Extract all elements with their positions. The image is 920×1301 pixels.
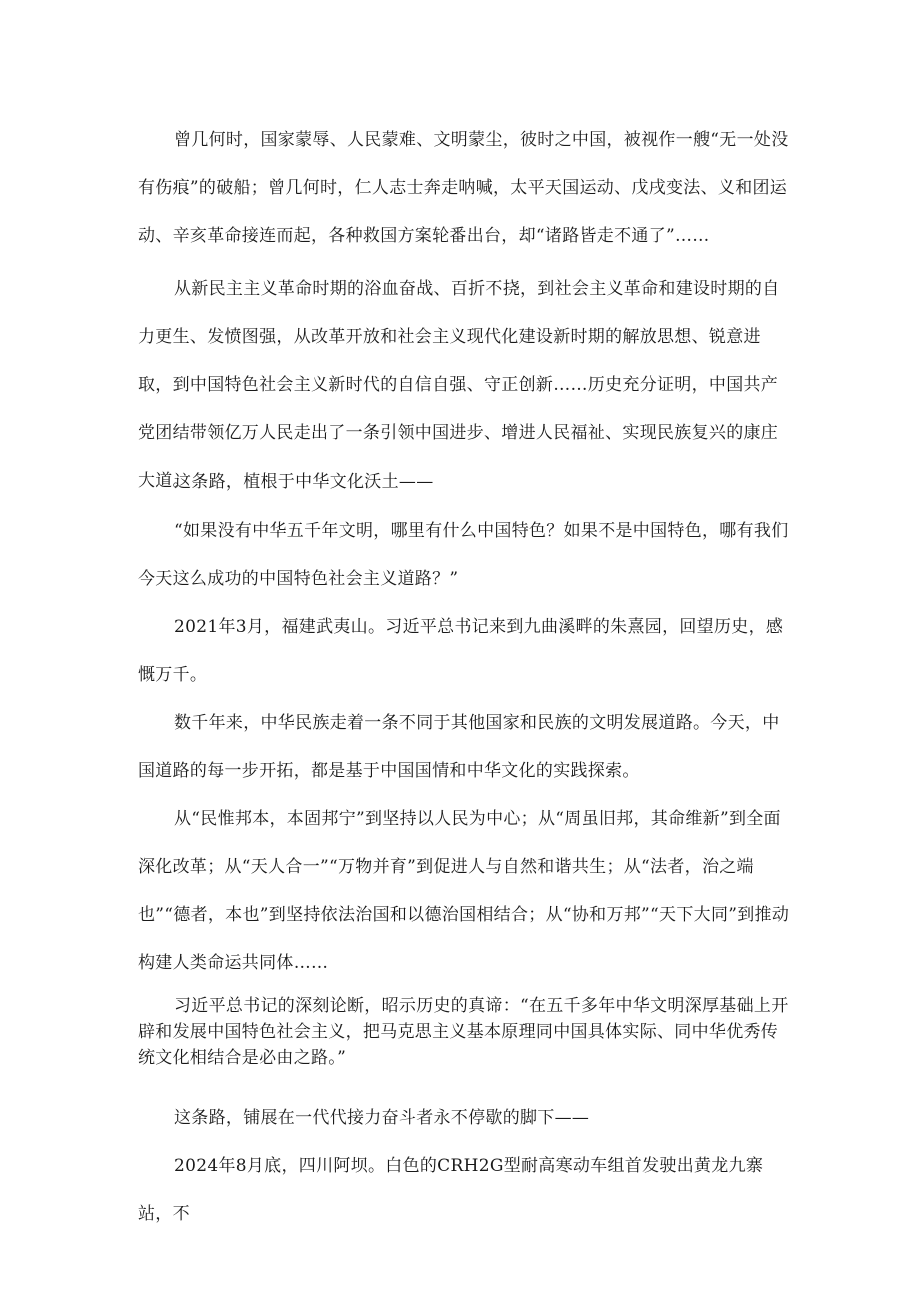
paragraph-2: 从新民主主义革命时期的浴血奋战、百折不挠，到社会主义革命和建设时期的自力更生、发愤图强，从改革开放和社会主义现代化建设新时期的解放思想、锐意进取，到中国特色社会主义新时代的自信自强、守正创新……历史充分证明，中国共产党团结带领亿万人民走出了一条引领中国进步、增进人民福祉、实现民族复兴的康庄大道。: [138, 279, 780, 491]
paragraph-6: 数千年来，中华民族走着一条不同于其他国家和民族的文明发展道路。今天，中国道路的每一步开拓，都是基于中国国情和中华文化的实践探索。: [138, 713, 780, 781]
paragraph-9: 这条路，铺展在一代代接力奋斗者永不停歇的脚下——: [174, 1108, 590, 1128]
paragraph-3: 这条路，植根于中华文化沃土——: [174, 472, 434, 492]
paragraph-8: 习近平总书记的深刻论断，昭示历史的真谛：“在五千多年中华文明深厚基础上开辟和发展中国特色社会主义，把马克思主义基本原理同中国具体实际、同中华优秀传统文化相结合是必由之路。”: [138, 996, 789, 1068]
paragraph-10: 2024年8月底，四川阿坝。白色的CRH2G型耐高寒动车组首发驶出黄龙九寨站，不: [138, 1156, 764, 1224]
paragraph-4: “如果没有中华五千年文明，哪里有什么中国特色？如果不是中国特色，哪有我们今天这么成功的中国特色社会主义道路？”: [138, 521, 789, 589]
paragraph-7: 从“民惟邦本，本固邦宁”到坚持以人民为中心；从“周虽旧邦，其命维新”到全面深化改革；从“天人合一”“万物并育”到促进人与自然和谐共生；从“法者，治之端也”“德者，本也”到坚持依法治国和以德治国相结合；从“协和万邦”“天下大同”到推动构建人类命运共同体……: [138, 809, 790, 973]
paragraph-5: 2021年3月，福建武夷山。习近平总书记来到九曲溪畔的朱熹园，回望历史，感慨万千。: [138, 617, 784, 685]
paragraph-1: 曾几何时，国家蒙辱、人民蒙难、文明蒙尘，彼时之中国，被视作一艘“无一处没有伤痕”的破船；曾几何时，仁人志士奔走呐喊，太平天国运动、戊戌变法、义和团运动、辛亥革命接连而起，各种救国方案轮番出台，却“诸路皆走不通了”……: [138, 130, 789, 246]
